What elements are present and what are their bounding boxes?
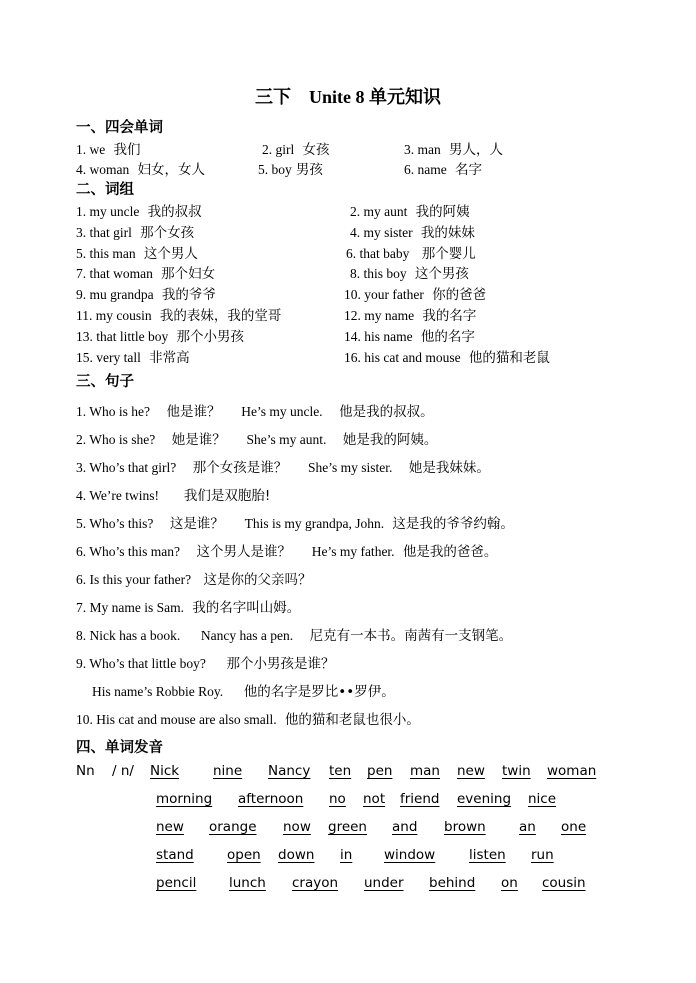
phonics-word: an <box>519 819 536 835</box>
sentence-line: 2. Who is she? 她是谁？ She’s my aunt. 她是我的阿姨。 <box>76 432 438 448</box>
sentence-line: 5. Who’s this? 这是谁？ This is my grandpa, John. 这是我的爷爷约翰。 <box>76 516 514 532</box>
phonics-word: pencil <box>156 875 197 891</box>
phonics-word: lunch <box>229 875 266 891</box>
phonics-word: afternoon <box>238 791 304 807</box>
phonics-word: Nick <box>150 763 180 779</box>
sentence-line: 3. Who’s that girl? 那个女孩是谁？ She’s my sister. 她是我妹妹。 <box>76 460 490 476</box>
phonics-word: pen <box>367 763 393 779</box>
phonics-word: under <box>364 875 404 891</box>
sentence-line: 9. Who’s that little boy? 那个小男孩是谁？ <box>76 656 335 672</box>
sentence-line: 10. His cat and mouse are also small. 他的猫和老鼠也很小。 <box>76 712 420 728</box>
phrase-item: 16. his cat and mouse 他的猫和老鼠 <box>344 350 550 366</box>
sentence-line: 1. Who is he? 他是谁？ He’s my uncle. 他是我的叔叔。 <box>76 404 434 420</box>
phonics-word: down <box>278 847 315 863</box>
phonics-sound: / n/ <box>112 763 134 779</box>
section-heading-sentences: 三、句子 <box>76 374 134 390</box>
phonics-word: woman <box>547 763 597 779</box>
phonics-word: and <box>392 819 418 835</box>
phonics-word: man <box>410 763 440 779</box>
phrase-item: 7. that woman 那个妇女 <box>76 266 216 282</box>
sentence-line: 4. We’re twins! 我们是双胞胎! <box>76 488 271 504</box>
sentence-line: 8. Nick has a book. Nancy has a pen. 尼克有一本书。南茜有一支钢笔。 <box>76 628 513 644</box>
phrase-item: 14. his name 他的名字 <box>344 329 475 345</box>
phonics-word: crayon <box>292 875 339 891</box>
phonics-word: one <box>561 819 587 835</box>
phonics-word: run <box>531 847 554 863</box>
phonics-word: twin <box>502 763 531 779</box>
phonics-word: morning <box>156 791 213 807</box>
sentence-line: 7. My name is Sam. 我的名字叫山姆。 <box>76 600 301 616</box>
phonics-word: green <box>328 819 367 835</box>
sentence-line: 6. Who’s this man? 这个男人是谁？ He’s my father. 他是我的爸爸。 <box>76 544 498 560</box>
phonics-word: orange <box>209 819 257 835</box>
sentence-line: 6. Is this your father? 这是你的父亲吗？ <box>76 572 312 588</box>
word-item: 6. name 名字 <box>404 162 483 178</box>
phrase-item: 3. that girl 那个女孩 <box>76 225 195 241</box>
phonics-letter: Nn <box>76 763 95 779</box>
page-title: 三下 Unite 8 单元知识 <box>255 87 441 107</box>
phonics-word: in <box>340 847 353 863</box>
phrase-item: 8. this boy 这个男孩 <box>350 266 469 282</box>
phonics-word: nine <box>213 763 243 779</box>
phrase-item: 11. my cousin 我的表妹，我的堂哥 <box>76 308 282 324</box>
phonics-word: cousin <box>542 875 586 891</box>
phrase-item: 1. my uncle 我的叔叔 <box>76 204 202 220</box>
phonics-word: stand <box>156 847 194 863</box>
phonics-word: ten <box>329 763 352 779</box>
word-item: 4. woman 妇女，女人 <box>76 162 206 178</box>
word-item: 2. girl 女孩 <box>262 142 330 158</box>
phonics-word: listen <box>469 847 506 863</box>
phonics-word: friend <box>400 791 440 807</box>
phrase-item: 2. my aunt 我的阿姨 <box>350 204 470 220</box>
phrase-item: 10. your father 你的爸爸 <box>344 287 487 303</box>
phonics-word: on <box>501 875 518 891</box>
phrase-item: 5. this man 这个男人 <box>76 246 198 262</box>
section-heading-phrases: 二、词组 <box>76 182 134 198</box>
section-heading-phonics: 四、单词发音 <box>76 740 163 756</box>
word-item: 3. man 男人，人 <box>404 142 504 158</box>
phonics-word: Nancy <box>268 763 311 779</box>
phrase-item: 15. very tall 非常高 <box>76 350 190 366</box>
phonics-word: nice <box>528 791 557 807</box>
section-heading-words: 一、四会单词 <box>76 120 163 136</box>
phrase-item: 9. mu grandpa 我的爷爷 <box>76 287 216 303</box>
phonics-word: open <box>227 847 261 863</box>
phonics-word: now <box>283 819 311 835</box>
phrase-item: 12. my name 我的名字 <box>344 308 477 324</box>
phonics-word: evening <box>457 791 512 807</box>
phrase-item: 4. my sister 我的妹妹 <box>350 225 475 241</box>
phonics-word: behind <box>429 875 476 891</box>
phonics-word: not <box>363 791 386 807</box>
sentence-line: His name’s Robbie Roy. 他的名字是罗比••罗伊。 <box>92 684 395 700</box>
phonics-word: no <box>329 791 346 807</box>
word-item: 5. boy 男孩 <box>258 162 323 178</box>
phrase-item: 6. that baby 那个婴儿 <box>346 246 476 262</box>
phonics-word: window <box>384 847 436 863</box>
word-item: 1. we 我们 <box>76 142 141 158</box>
phonics-word: new <box>156 819 184 835</box>
phonics-word: new <box>457 763 485 779</box>
phrase-item: 13. that little boy 那个小男孩 <box>76 329 245 345</box>
phonics-word: brown <box>444 819 486 835</box>
